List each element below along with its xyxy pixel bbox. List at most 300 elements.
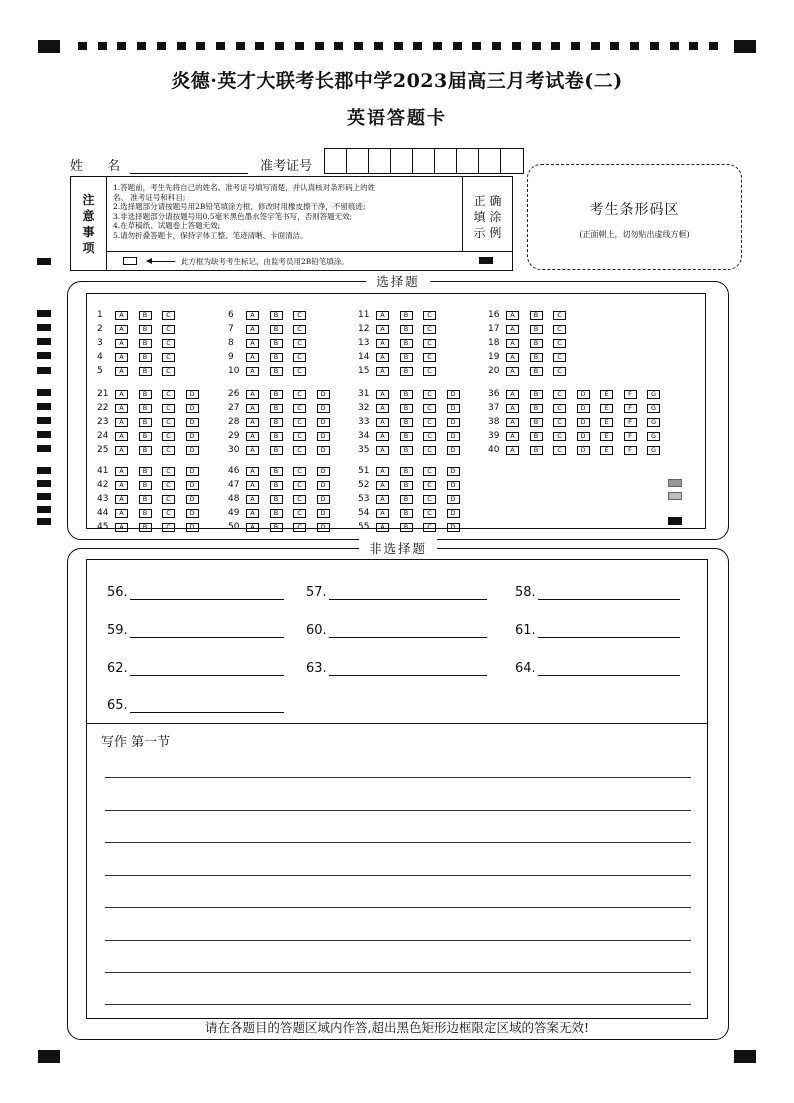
option-bubble[interactable]: B bbox=[139, 311, 152, 320]
option-bubble[interactable]: C bbox=[162, 339, 175, 348]
question-row bbox=[228, 445, 340, 455]
option-bubble[interactable]: A bbox=[246, 467, 259, 476]
option-bubble[interactable]: G bbox=[647, 390, 660, 399]
option-bubble[interactable]: B bbox=[270, 495, 283, 504]
option-bubble[interactable]: F bbox=[624, 446, 637, 455]
option-bubble[interactable]: B bbox=[139, 467, 152, 476]
option-bubble[interactable]: B bbox=[270, 390, 283, 399]
question-row bbox=[488, 417, 671, 427]
option-bubble[interactable]: B bbox=[400, 432, 413, 441]
option-bubble[interactable]: A bbox=[376, 404, 389, 413]
option-bubble[interactable]: A bbox=[376, 446, 389, 455]
option-bubble[interactable]: B bbox=[139, 523, 152, 532]
option-bubble[interactable]: D bbox=[577, 390, 590, 399]
name-field[interactable] bbox=[130, 160, 248, 174]
timing-dash bbox=[137, 42, 146, 50]
option-bubble[interactable]: B bbox=[400, 390, 413, 399]
option-bubble[interactable]: B bbox=[400, 446, 413, 455]
option-bubble[interactable]: A bbox=[506, 339, 519, 348]
option-bubble[interactable]: C bbox=[553, 404, 566, 413]
option-bubble[interactable]: C bbox=[293, 339, 306, 348]
question-number: 53 bbox=[358, 494, 370, 504]
option-bubble[interactable]: A bbox=[376, 432, 389, 441]
option-bubble[interactable]: A bbox=[246, 311, 259, 320]
option-bubble[interactable]: B bbox=[530, 339, 543, 348]
option-bubble[interactable]: C bbox=[423, 481, 436, 490]
writing-line[interactable] bbox=[105, 972, 691, 973]
notice-heading: 注 意 事 项 bbox=[71, 177, 107, 270]
option-bubble[interactable]: D bbox=[447, 418, 460, 427]
option-bubble[interactable]: B bbox=[400, 404, 413, 413]
option-bubble[interactable]: B bbox=[270, 367, 283, 376]
option-bubble[interactable]: D bbox=[317, 390, 330, 399]
option-bubble[interactable]: C bbox=[423, 432, 436, 441]
blank-58[interactable]: 58. bbox=[515, 585, 680, 600]
option-bubble[interactable]: C bbox=[162, 353, 175, 362]
option-bubble[interactable]: C bbox=[162, 311, 175, 320]
option-bubble[interactable]: C bbox=[553, 367, 566, 376]
option-bubble[interactable]: B bbox=[139, 339, 152, 348]
option-bubble[interactable]: A bbox=[115, 311, 128, 320]
option-bubble[interactable]: C bbox=[162, 523, 175, 532]
option-bubble[interactable]: B bbox=[270, 404, 283, 413]
option-bubble[interactable]: D bbox=[447, 481, 460, 490]
option-bubble[interactable]: B bbox=[139, 495, 152, 504]
option-bubble[interactable]: E bbox=[600, 446, 613, 455]
option-bubble[interactable]: C bbox=[423, 523, 436, 532]
notice-items bbox=[113, 183, 461, 241]
writing-line[interactable] bbox=[105, 875, 691, 876]
option-bubble[interactable]: C bbox=[162, 481, 175, 490]
option-bubble[interactable]: C bbox=[293, 509, 306, 518]
timing-marks-top bbox=[78, 42, 718, 51]
option-bubble[interactable]: D bbox=[186, 467, 199, 476]
option-bubble[interactable]: B bbox=[400, 311, 413, 320]
option-bubble[interactable]: A bbox=[115, 339, 128, 348]
option-bubble[interactable]: E bbox=[600, 390, 613, 399]
option-bubble[interactable]: D bbox=[447, 404, 460, 413]
option-bubble[interactable]: A bbox=[506, 353, 519, 362]
option-bubble[interactable]: B bbox=[400, 481, 413, 490]
option-bubble[interactable]: A bbox=[246, 404, 259, 413]
option-bubble[interactable]: C bbox=[293, 432, 306, 441]
barcode-area bbox=[527, 164, 742, 270]
option-bubble[interactable]: C bbox=[162, 509, 175, 518]
option-bubble[interactable]: C bbox=[293, 418, 306, 427]
question-number: 22 bbox=[97, 403, 109, 413]
blank-56[interactable]: 56. bbox=[107, 585, 284, 600]
option-bubble[interactable]: C bbox=[553, 418, 566, 427]
option-bubble[interactable]: D bbox=[186, 495, 199, 504]
option-bubble[interactable]: D bbox=[577, 446, 590, 455]
option-bubble[interactable]: D bbox=[317, 495, 330, 504]
blank-63[interactable]: 63. bbox=[306, 661, 487, 676]
option-bubble[interactable]: C bbox=[162, 367, 175, 376]
blank-57[interactable]: 57. bbox=[306, 585, 487, 600]
option-bubble[interactable]: C bbox=[423, 311, 436, 320]
question-row bbox=[488, 389, 671, 399]
option-bubble[interactable]: F bbox=[624, 432, 637, 441]
timing-mark bbox=[37, 324, 51, 331]
blank-59[interactable]: 59. bbox=[107, 623, 284, 638]
option-bubble[interactable]: B bbox=[270, 353, 283, 362]
footer-warning: 请在各题目的答题区域内作答,超出黑色矩形边框限定区域的答案无效! bbox=[205, 1020, 589, 1035]
option-bubble[interactable]: B bbox=[270, 339, 283, 348]
option-bubble[interactable]: A bbox=[115, 367, 128, 376]
question-number: 31 bbox=[358, 389, 370, 399]
corner-mark-bottom-left bbox=[38, 1050, 60, 1063]
option-bubble[interactable]: A bbox=[506, 446, 519, 455]
option-bubble[interactable]: D bbox=[577, 432, 590, 441]
option-bubble[interactable]: B bbox=[530, 404, 543, 413]
option-bubble[interactable]: D bbox=[447, 467, 460, 476]
option-bubble[interactable]: C bbox=[423, 509, 436, 518]
writing-line[interactable] bbox=[105, 810, 691, 811]
question-row bbox=[228, 352, 317, 362]
question-number: 12 bbox=[358, 324, 370, 334]
option-bubble[interactable]: B bbox=[139, 390, 152, 399]
option-bubble[interactable]: C bbox=[423, 495, 436, 504]
option-bubble[interactable]: D bbox=[317, 467, 330, 476]
arrow-left-icon bbox=[147, 261, 175, 262]
question-row bbox=[228, 403, 340, 413]
option-bubble[interactable]: A bbox=[246, 446, 259, 455]
option-bubble[interactable]: F bbox=[624, 418, 637, 427]
blank-65[interactable]: 65. bbox=[107, 698, 284, 713]
option-bubble[interactable]: D bbox=[317, 509, 330, 518]
option-bubble[interactable]: B bbox=[400, 509, 413, 518]
option-bubble[interactable]: B bbox=[400, 418, 413, 427]
question-row bbox=[488, 324, 577, 334]
option-bubble[interactable]: C bbox=[423, 418, 436, 427]
timing-mark bbox=[37, 431, 51, 438]
option-bubble[interactable]: C bbox=[553, 325, 566, 334]
option-bubble[interactable]: A bbox=[246, 367, 259, 376]
question-number: 26 bbox=[228, 389, 240, 399]
timing-mark bbox=[37, 493, 51, 500]
question-row bbox=[97, 480, 209, 490]
option-bubble[interactable]: C bbox=[162, 418, 175, 427]
timing-dash bbox=[650, 42, 659, 50]
question-number: 55 bbox=[358, 522, 370, 532]
option-bubble[interactable]: D bbox=[186, 446, 199, 455]
option-bubble[interactable]: C bbox=[293, 495, 306, 504]
option-bubble[interactable]: B bbox=[270, 523, 283, 532]
option-bubble[interactable]: A bbox=[115, 325, 128, 334]
option-bubble[interactable]: E bbox=[600, 418, 613, 427]
writing-line[interactable] bbox=[105, 777, 691, 778]
option-bubble[interactable]: A bbox=[376, 523, 389, 532]
option-bubble[interactable]: B bbox=[270, 481, 283, 490]
option-bubble[interactable]: A bbox=[115, 446, 128, 455]
option-bubble[interactable]: B bbox=[530, 432, 543, 441]
question-number: 50 bbox=[228, 522, 240, 532]
option-bubble[interactable]: G bbox=[647, 446, 660, 455]
option-bubble[interactable]: D bbox=[186, 509, 199, 518]
question-number: 6 bbox=[228, 310, 234, 320]
question-number: 5 bbox=[97, 366, 103, 376]
absent-checkbox[interactable] bbox=[123, 257, 137, 265]
option-bubble[interactable]: B bbox=[530, 418, 543, 427]
option-bubble[interactable]: D bbox=[186, 523, 199, 532]
option-bubble[interactable]: B bbox=[139, 325, 152, 334]
option-bubble[interactable]: C bbox=[162, 325, 175, 334]
nonchoice-section bbox=[67, 541, 729, 1040]
option-bubble[interactable]: D bbox=[577, 418, 590, 427]
question-row bbox=[228, 431, 340, 441]
option-bubble[interactable]: A bbox=[246, 481, 259, 490]
choice-grid bbox=[86, 293, 706, 532]
option-bubble[interactable]: B bbox=[530, 353, 543, 362]
option-bubble[interactable]: A bbox=[246, 339, 259, 348]
option-bubble[interactable]: A bbox=[246, 325, 259, 334]
option-bubble[interactable]: B bbox=[400, 339, 413, 348]
timing-dash bbox=[472, 42, 481, 50]
option-bubble[interactable]: F bbox=[624, 404, 637, 413]
option-bubble[interactable]: A bbox=[115, 481, 128, 490]
timing-dash bbox=[334, 42, 343, 50]
option-bubble[interactable]: C bbox=[293, 481, 306, 490]
option-bubble[interactable]: C bbox=[423, 339, 436, 348]
timing-mark bbox=[37, 518, 51, 525]
option-bubble[interactable]: A bbox=[115, 509, 128, 518]
option-bubble[interactable]: A bbox=[246, 432, 259, 441]
option-bubble[interactable]: C bbox=[162, 404, 175, 413]
page-subtitle: 英语答题卡 bbox=[347, 108, 447, 129]
option-bubble[interactable]: B bbox=[139, 418, 152, 427]
option-bubble[interactable]: C bbox=[553, 311, 566, 320]
option-bubble[interactable]: B bbox=[139, 367, 152, 376]
option-bubble[interactable]: A bbox=[376, 481, 389, 490]
option-bubble[interactable]: B bbox=[270, 467, 283, 476]
option-bubble[interactable]: B bbox=[530, 325, 543, 334]
option-bubble[interactable]: A bbox=[506, 390, 519, 399]
option-bubble[interactable]: C bbox=[293, 404, 306, 413]
timing-dash bbox=[709, 42, 718, 50]
timing-dash bbox=[98, 42, 107, 50]
option-bubble[interactable]: A bbox=[246, 509, 259, 518]
option-bubble[interactable]: D bbox=[186, 432, 199, 441]
timing-dash bbox=[433, 42, 442, 50]
option-bubble[interactable]: D bbox=[577, 404, 590, 413]
option-bubble[interactable]: C bbox=[553, 339, 566, 348]
option-bubble[interactable]: B bbox=[270, 432, 283, 441]
timing-mark bbox=[37, 352, 51, 359]
writing-line[interactable] bbox=[105, 842, 691, 843]
blank-60[interactable]: 60. bbox=[306, 623, 487, 638]
option-bubble[interactable]: B bbox=[139, 404, 152, 413]
option-bubble[interactable]: D bbox=[447, 495, 460, 504]
option-bubble[interactable]: A bbox=[246, 390, 259, 399]
option-bubble[interactable]: A bbox=[376, 418, 389, 427]
option-bubble[interactable]: C bbox=[423, 390, 436, 399]
option-bubble[interactable]: B bbox=[139, 446, 152, 455]
question-row bbox=[358, 324, 447, 334]
option-bubble[interactable]: B bbox=[400, 325, 413, 334]
timing-dash bbox=[275, 42, 284, 50]
option-bubble[interactable]: A bbox=[506, 325, 519, 334]
option-bubble[interactable]: C bbox=[162, 432, 175, 441]
option-bubble[interactable]: C bbox=[162, 390, 175, 399]
option-bubble[interactable]: B bbox=[400, 353, 413, 362]
option-bubble[interactable]: A bbox=[115, 404, 128, 413]
option-bubble[interactable]: E bbox=[600, 404, 613, 413]
timing-mark bbox=[37, 338, 51, 345]
option-bubble[interactable]: A bbox=[376, 311, 389, 320]
option-bubble[interactable]: C bbox=[423, 446, 436, 455]
option-bubble[interactable]: D bbox=[317, 446, 330, 455]
question-number: 28 bbox=[228, 417, 240, 427]
option-bubble[interactable]: D bbox=[447, 446, 460, 455]
question-number: 44 bbox=[97, 508, 109, 518]
option-bubble[interactable]: A bbox=[115, 467, 128, 476]
option-bubble[interactable]: B bbox=[270, 509, 283, 518]
option-bubble[interactable]: B bbox=[530, 311, 543, 320]
option-bubble[interactable]: A bbox=[376, 390, 389, 399]
option-bubble[interactable]: C bbox=[293, 523, 306, 532]
writing-line[interactable] bbox=[105, 940, 691, 941]
option-bubble[interactable]: A bbox=[376, 353, 389, 362]
fill-calibration-mark bbox=[668, 479, 682, 487]
option-bubble[interactable]: D bbox=[447, 509, 460, 518]
option-bubble[interactable]: A bbox=[246, 523, 259, 532]
option-bubble[interactable]: C bbox=[162, 446, 175, 455]
option-bubble[interactable]: A bbox=[246, 495, 259, 504]
option-bubble[interactable]: A bbox=[506, 404, 519, 413]
option-bubble[interactable]: D bbox=[317, 418, 330, 427]
option-bubble[interactable]: B bbox=[139, 432, 152, 441]
option-bubble[interactable]: A bbox=[376, 509, 389, 518]
question-row bbox=[358, 466, 470, 476]
option-bubble[interactable]: C bbox=[423, 404, 436, 413]
option-bubble[interactable]: E bbox=[600, 432, 613, 441]
option-bubble[interactable]: D bbox=[317, 404, 330, 413]
option-bubble[interactable]: C bbox=[293, 311, 306, 320]
option-bubble[interactable]: C bbox=[553, 353, 566, 362]
option-bubble[interactable]: A bbox=[506, 311, 519, 320]
option-bubble[interactable]: A bbox=[506, 367, 519, 376]
writing-line[interactable] bbox=[105, 1004, 691, 1005]
option-bubble[interactable]: A bbox=[115, 418, 128, 427]
option-bubble[interactable]: A bbox=[376, 495, 389, 504]
option-bubble[interactable]: A bbox=[376, 339, 389, 348]
timing-dash bbox=[315, 42, 324, 50]
option-bubble[interactable]: A bbox=[115, 432, 128, 441]
option-bubble[interactable]: D bbox=[186, 390, 199, 399]
question-number: 30 bbox=[228, 445, 240, 455]
option-bubble[interactable]: C bbox=[423, 367, 436, 376]
option-bubble[interactable]: C bbox=[423, 353, 436, 362]
question-number: 36 bbox=[488, 389, 500, 399]
option-bubble[interactable]: A bbox=[376, 367, 389, 376]
option-bubble[interactable]: C bbox=[162, 495, 175, 504]
question-number: 17 bbox=[488, 324, 500, 334]
option-bubble[interactable]: D bbox=[186, 404, 199, 413]
option-bubble[interactable]: B bbox=[400, 467, 413, 476]
option-bubble[interactable]: B bbox=[270, 418, 283, 427]
question-row bbox=[358, 310, 447, 320]
option-bubble[interactable]: C bbox=[293, 446, 306, 455]
option-bubble[interactable]: F bbox=[624, 390, 637, 399]
option-bubble[interactable]: A bbox=[506, 418, 519, 427]
option-bubble[interactable]: B bbox=[530, 367, 543, 376]
timing-dash bbox=[394, 42, 403, 50]
option-bubble[interactable]: G bbox=[647, 432, 660, 441]
question-number: 40 bbox=[488, 445, 500, 455]
id-label: 准考证号 bbox=[260, 159, 313, 174]
id-number-boxes[interactable] bbox=[324, 148, 524, 174]
timing-mark bbox=[37, 445, 51, 452]
option-bubble[interactable]: B bbox=[400, 367, 413, 376]
option-bubble[interactable]: G bbox=[647, 418, 660, 427]
option-bubble[interactable]: B bbox=[139, 481, 152, 490]
option-bubble[interactable]: A bbox=[376, 467, 389, 476]
option-bubble[interactable]: C bbox=[423, 467, 436, 476]
question-row bbox=[488, 445, 671, 455]
option-bubble[interactable]: A bbox=[115, 353, 128, 362]
timing-dash bbox=[512, 42, 521, 50]
blank-62[interactable]: 62. bbox=[107, 661, 284, 676]
option-bubble[interactable]: C bbox=[293, 353, 306, 362]
question-row bbox=[228, 522, 340, 532]
option-bubble[interactable]: C bbox=[423, 325, 436, 334]
option-bubble[interactable]: C bbox=[162, 467, 175, 476]
option-bubble[interactable]: C bbox=[553, 446, 566, 455]
blank-64[interactable]: 64. bbox=[515, 661, 680, 676]
question-number: 23 bbox=[97, 417, 109, 427]
option-bubble[interactable]: A bbox=[376, 325, 389, 334]
option-bubble[interactable]: D bbox=[447, 390, 460, 399]
option-bubble[interactable]: A bbox=[115, 495, 128, 504]
question-row bbox=[488, 338, 577, 348]
option-bubble[interactable]: C bbox=[553, 390, 566, 399]
question-number: 15 bbox=[358, 366, 370, 376]
option-bubble[interactable]: G bbox=[647, 404, 660, 413]
option-bubble[interactable]: D bbox=[447, 523, 460, 532]
option-bubble[interactable]: B bbox=[530, 446, 543, 455]
option-bubble[interactable]: C bbox=[293, 325, 306, 334]
option-bubble[interactable]: A bbox=[506, 432, 519, 441]
option-bubble[interactable]: D bbox=[317, 481, 330, 490]
option-bubble[interactable]: B bbox=[270, 311, 283, 320]
option-bubble[interactable]: D bbox=[317, 523, 330, 532]
option-bubble[interactable]: B bbox=[139, 353, 152, 362]
option-bubble[interactable]: A bbox=[115, 390, 128, 399]
option-bubble[interactable]: B bbox=[270, 325, 283, 334]
option-bubble[interactable]: D bbox=[186, 418, 199, 427]
option-bubble[interactable]: C bbox=[293, 367, 306, 376]
option-bubble[interactable]: D bbox=[447, 432, 460, 441]
question-number: 54 bbox=[358, 508, 370, 518]
blank-61[interactable]: 61. bbox=[515, 623, 680, 638]
option-bubble[interactable]: C bbox=[293, 467, 306, 476]
option-bubble[interactable]: A bbox=[246, 353, 259, 362]
option-bubble[interactable]: B bbox=[400, 495, 413, 504]
option-bubble[interactable]: B bbox=[270, 446, 283, 455]
writing-line[interactable] bbox=[105, 907, 691, 908]
option-bubble[interactable]: B bbox=[400, 523, 413, 532]
option-bubble[interactable]: B bbox=[139, 509, 152, 518]
option-bubble[interactable]: B bbox=[530, 390, 543, 399]
option-bubble[interactable]: D bbox=[186, 481, 199, 490]
fill-calibration-mark bbox=[668, 492, 682, 500]
option-bubble[interactable]: C bbox=[293, 390, 306, 399]
option-bubble[interactable]: A bbox=[246, 418, 259, 427]
timing-mark bbox=[37, 467, 51, 474]
option-bubble[interactable]: A bbox=[115, 523, 128, 532]
option-bubble[interactable]: C bbox=[553, 432, 566, 441]
option-bubble[interactable]: D bbox=[317, 432, 330, 441]
